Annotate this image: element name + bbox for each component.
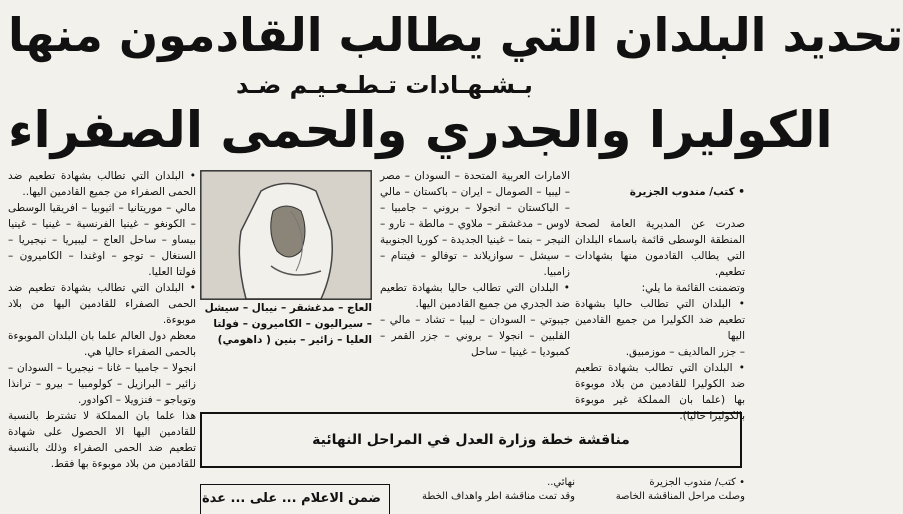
- article-body-1: صدرت عن المديرية العامة لصحة المنطقة الوسطى قائمة باسماء البلدان التي يطالب القادمون منها بشهادات تطعيم. وتضمنت القائمة ما يلي: • البلدان التي تطالب حاليا بشهادة تطعيم ضد الكوليرا من جميع القادمين اليها – جزر المالديف – موزمبيق. • البلدان التي تطالب بشهادة تطعيم ضد الكوليرا للقادمين من بلاد موبوءة بها (علما بان المملكة غير موبوءة بالكوليرا حاليا).: [575, 218, 745, 422]
- headline-line-2: بـشـهـادات تـطـعـيـم ضـد: [236, 71, 533, 99]
- photo-caption: العاج – مدغشقر – نيبال – سيشل – سيراليون – الكاميرون – فولتا العليا – زائير – بنين ( داهومي): [204, 302, 372, 346]
- article-column-1: [575, 168, 745, 422]
- byline: • كتب/ مندوب الجزيرة: [629, 186, 745, 198]
- bottom-article-col-2: نهائي.. وقد تمت مناقشة اطر واهداف الخطة: [422, 477, 575, 502]
- photo-of-man: [200, 170, 372, 300]
- headline-line-1: تحديد البلدان التي يطالب القادمون منها: [8, 8, 903, 62]
- boxed-headline-text: مناقشة خطة وزارة العدل في المراحل النهائية: [312, 432, 630, 448]
- article-column-2: الامارات العربية المتحدة – السودان – مصر – ليبيا – الصومال – ايران – باكستان – مالي – الباكستان – انجولا – بروني – جامبيا – لاوس – مدغشقر – ملاوي – مالطة – تارو – النيجر – بنما – غينيا الجديدة – كوريا الجنوبية – سيشل – سوازيلاند – توفالو – فيتنام – زامبيا. • البلدان التي تطالب حاليا بشهادة تطعيم ضد الجدري من جميع القادمين اليها. جيبوتي – السودان – ليبيا – تشاد – مالي – الفلبين – انجولا – بروني – جزر القمر – كمبوديا – غينيا – ساحل: [380, 170, 570, 358]
- boxed-headline: [200, 412, 742, 468]
- bottom-article-col-1: • كتب/ مندوب الجزيرة وصلت مراحل المناقشة الخاصة: [615, 477, 745, 502]
- photo-illustration: [201, 171, 371, 299]
- article-column-4: • البلدان التي تطالب بشهادة تطعيم ضد الحمى الصفراء من جميع القادمين اليها.. مالي – موريتانيا – اثيوبيا – افريقيا الوسطى – الكونغو – غينيا الفرنسية – غينيا – غينيا بيساو – ساحل العاج – ليبيريا – نيجيريا – السنغال – توجو – اوغندا – الكاميرون – فولتا العليا. • البلدان التي تطالب بشهادة تطعيم ضد الحمى الصفراء للقادمين اليها من بلاد موبوءة. معظم دول العالم علما بان البلدان الموبوءة بالحمى الصفراء حاليا هي. انجولا – جامبيا – غانا – نيجيريا – السودان – زائير – البرازيل – كولومبيا – بيرو – ترانذا وتوباجو – فنزويلا – اكوادور. هذا علما بان المملكة لا تشترط بالنسبة للقادمين اليها الا الحصول على شهادة تطعيم ضد الحمى الصفراء وذلك بالنسبة للقادمين من بلاد موبوءة بها فقط.: [8, 170, 196, 470]
- headline-line-3: الكوليرا والجدري والحمى الصفراء: [8, 101, 833, 159]
- bottom-article-headline: ضمن الاعلام ... على ... عدة: [200, 484, 390, 514]
